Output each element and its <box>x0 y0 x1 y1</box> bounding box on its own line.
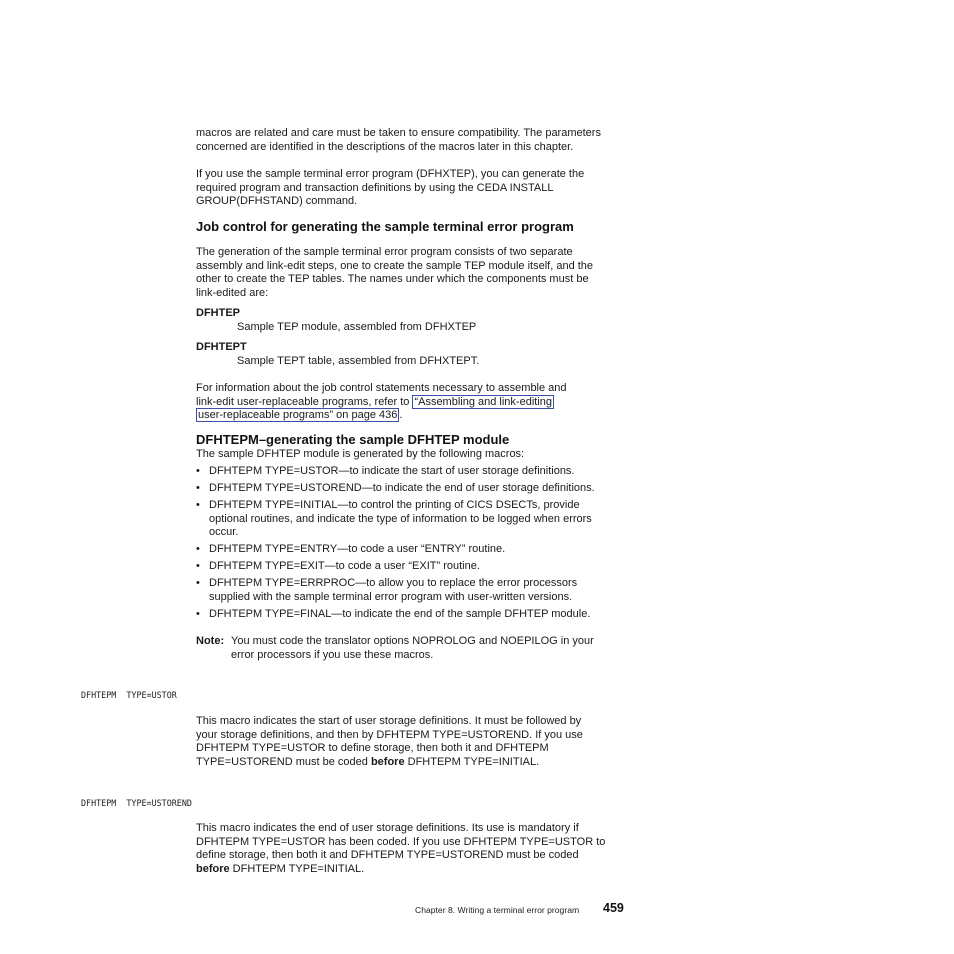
text-line: other to create the TEP tables. The names under which the components must be <box>196 273 589 286</box>
list-item: • DFHTEPM TYPE=USTOREND—to indicate the end of user storage definitions. <box>196 481 595 494</box>
bullet-icon: • <box>196 481 200 494</box>
text-line: The generation of the sample terminal error program consists of two separate <box>196 246 573 258</box>
section1-paragraph <box>196 246 626 300</box>
section-heading-dfhtepm: DFHTEPM–generating the sample DFHTEP module <box>196 432 510 447</box>
text-line: assembly and link-edit steps, one to create the sample TEP module itself, and the <box>196 259 594 272</box>
bullet-icon: • <box>196 560 200 573</box>
period: . <box>399 409 403 422</box>
cross-reference-link[interactable]: “Assembling and link-editing <box>414 395 553 408</box>
definition-desc-dfhtept: Sample TEPT table, assembled from DFHXTEPT. <box>237 355 480 367</box>
text-line: define storage, then both it and DFHTEPM TYPE=USTOREND must be coded <box>196 849 579 862</box>
text-line: For information about the job control statements necessary to assemble and <box>196 382 567 394</box>
page-number: 459 <box>603 901 624 915</box>
list-item: • DFHTEPM TYPE=FINAL—to indicate the end of the sample DFHTEP module. <box>196 607 591 620</box>
info-paragraph <box>196 382 626 423</box>
note-label: Note: <box>196 635 225 647</box>
bullet-icon: • <box>196 543 200 556</box>
text-line: concerned are identified in the descriptions of the macros later in this chapter. <box>196 140 574 153</box>
list-item: • DFHTEPM TYPE=EXIT—to code a user “EXIT” routine. <box>196 560 480 573</box>
text-line: DFHTEPM TYPE=USTOR has been coded. If you use DFHTEPM TYPE=USTOR to <box>196 835 606 848</box>
definition-desc-dfhtep: Sample TEP module, assembled from DFHXTEP <box>237 321 477 333</box>
text-line: required program and transaction definitions by using the CEDA INSTALL <box>196 181 554 194</box>
list-item: • DFHTEPM TYPE=ENTRY—to code a user “ENTRY” routine. <box>196 543 506 556</box>
text-line: your storage definitions, and then by DFHTEPM TYPE=USTOREND. If you use <box>196 728 583 741</box>
note-text <box>231 635 631 662</box>
intro-paragraph-2 <box>196 168 626 209</box>
emphasis-before: before <box>196 862 230 875</box>
list-item: • DFHTEPM TYPE=INITIAL—to control the printing of CICS DSECTs, provide optional routines, and indicate the type of information to be logged when errors occur. <box>196 498 592 539</box>
bullet-icon: • <box>196 465 200 477</box>
text-line <box>196 409 626 423</box>
text-line: error processors if you use these macros. <box>231 648 434 661</box>
intro-paragraph-1 <box>196 127 626 154</box>
definition-term-dfhtep: DFHTEP <box>196 307 240 319</box>
footer-chapter-title: Chapter 8. Writing a terminal error program <box>415 905 580 915</box>
text-line: This macro indicates the start of user storage definitions. It must be followed by <box>196 715 582 727</box>
text-line: You must code the translator options NOPROLOG and NOEPILOG in your <box>231 635 594 647</box>
list-item: • DFHTEPM TYPE=USTOR—to indicate the start of user storage definitions. <box>196 465 575 477</box>
section-heading-job-control: Job control for generating the sample terminal error program <box>196 219 574 234</box>
bullet-icon: • <box>196 498 200 511</box>
list-item: • DFHTEPM TYPE=ERRPROC—to allow you to replace the error processors supplied with the sample terminal error program with user-written versions. <box>196 577 578 603</box>
text-line: before DFHTEPM TYPE=INITIAL. <box>196 862 365 875</box>
macro-ustor-description <box>196 715 626 769</box>
text-line: If you use the sample terminal error program (DFHXTEP), you can generate the <box>196 168 585 180</box>
text-line: link-edited are: <box>196 286 269 299</box>
text-line-start: link-edit user-replaceable programs, refer to <box>196 395 413 408</box>
macro-syntax-ustor: DFHTEPM TYPE=USTOR <box>81 690 177 700</box>
section2-intro: The sample DFHTEP module is generated by the following macros: <box>196 448 525 460</box>
definition-term-dfhtept: DFHTEPT <box>196 341 247 353</box>
macro-bullet-list <box>196 465 626 625</box>
bullet-icon: • <box>196 577 200 590</box>
text-line: GROUP(DFHSTAND) command. <box>196 195 358 208</box>
cross-reference-link-continued[interactable]: user-replaceable programs” on page 436 <box>198 409 398 422</box>
macro-ustorend-description <box>196 822 631 876</box>
text-line: TYPE=USTOREND must be coded before DFHTEPM TYPE=INITIAL. <box>196 755 540 768</box>
emphasis-before: before <box>370 755 405 768</box>
macro-syntax-ustorend: DFHTEPM TYPE=USTOREND <box>81 798 192 808</box>
text-line: macros are related and care must be taken to ensure compatibility. The parameters <box>196 127 601 139</box>
bullet-icon: • <box>196 607 200 620</box>
text-line: DFHTEPM TYPE=USTOR to define storage, then both it and DFHTEPM <box>196 742 549 755</box>
text-line: This macro indicates the end of user storage definitions. Its use is mandatory if <box>196 822 579 834</box>
text-line <box>196 396 626 410</box>
